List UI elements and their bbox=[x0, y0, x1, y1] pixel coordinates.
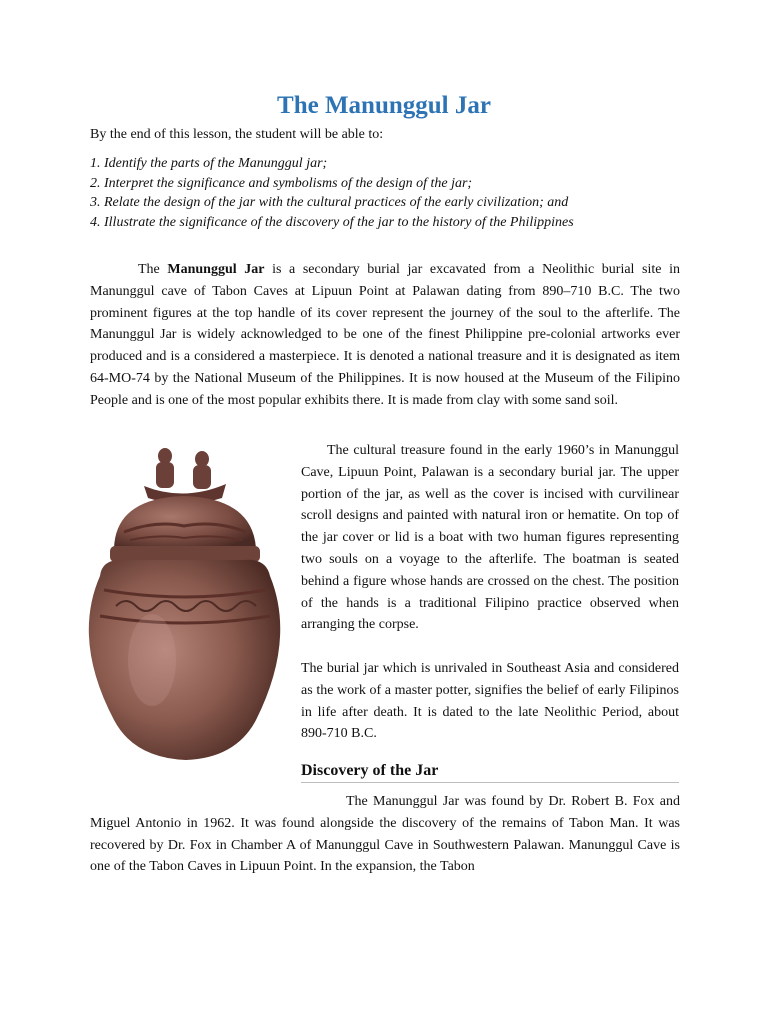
objective-item: 4. Illustrate the significance of the discovery of the jar to the history of the Philippines bbox=[90, 214, 574, 230]
intro-text: By the end of this lesson, the student will be able to: bbox=[90, 127, 384, 142]
paragraph-significance: The burial jar which is unrivaled in Southeast Asia and considered as the work of a master potter, signifies the belief of early Filipinos in life after death. It is dated to the late Neolithic Period, about 890-710 B.C. bbox=[301, 661, 679, 742]
objectives-list bbox=[90, 154, 690, 232]
jar-name-bold: Manunggul Jar bbox=[167, 262, 265, 277]
objective-item: 3. Relate the design of the jar with the cultural practices of the early civilization; and bbox=[90, 195, 569, 210]
manunggul-jar-image bbox=[66, 440, 294, 762]
paragraph-rest: is a secondary burial jar excavated from a Neolithic burial site in Manunggul cave of Tabon Caves at Lipuun Point at Palawan dating from 890–710 B.C. The two prominent figures at the top handle of its cover represent the journey of the soul to the afterlife. The Manunggul Jar is widely acknowledged to be one of the finest Philippine pre-colonial artworks ever produced and is a considered a masterpiece. It is denoted a national treasure and it is designated as item 64-MO-74 by the National Museum of the Philippines. It is now housed at the Museum of the Filipino People and is one of the most popular exhibits there. It is made from clay with some sand soil. bbox=[90, 262, 681, 408]
objective-item: 2. Interpret the significance and symbolisms of the design of the jar; bbox=[90, 175, 473, 191]
section-heading: Discovery of the Jar bbox=[301, 760, 679, 783]
paragraph-intro bbox=[90, 259, 680, 412]
jar-illustration bbox=[66, 440, 294, 762]
objective-item: 1. Identify the parts of the Manunggul jar; bbox=[90, 156, 328, 171]
paragraph-lead: The bbox=[138, 262, 168, 277]
paragraph-description: The cultural treasure found in the early 1960’s in Manunggul Cave, Lipuun Point, Palawan is a secondary burial jar. The upper portion of the jar, as well as the cover is incised with curvilinear scroll designs and painted with natural iron or hematite. On top of the jar cover or lid is a boat with two human figures representing two souls on a voyage to the afterlife. The boatman is seated behind a figure whose hands are crossed on the chest. The position of the hands is a traditional Filipino practice observed when arranging the corpse. bbox=[301, 443, 679, 633]
boat-figures bbox=[156, 448, 211, 489]
paragraph-discovery: The Manunggul Jar was found by Dr. Robert B. Fox and Miguel Antonio in 1962. It was found alongside the discovery of the remains of Tabon Man. It was recovered by Dr. Fox in Chamber A of Manunggul Cave in Southwestern Palawan. Manunggul Cave is one of the Tabon Caves in Lipuun Point. In the expansion, the Tabon bbox=[90, 794, 680, 875]
page-title: The Manunggul Jar bbox=[277, 92, 491, 119]
